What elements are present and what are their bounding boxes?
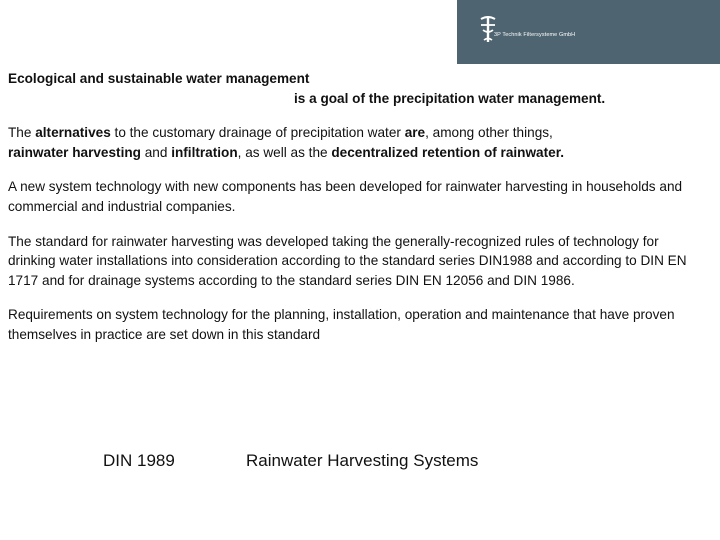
company-name: 3P Technik Filtersysteme GmbH	[494, 32, 576, 38]
3p-logo-icon	[478, 14, 498, 44]
standard-title: Rainwater Harvesting Systems	[246, 451, 479, 470]
paragraph-standard: The standard for rainwater harvesting was developed taking the generally-recognized rules of technology for drinking water installations into consideration according to the standard series DIN1988 and according to DIN EN 1717 and for drainage systems according to the standard series DIN EN 12056 and DIN 1986.	[8, 233, 687, 288]
text-run: The	[8, 125, 36, 141]
text-run: and	[140, 144, 172, 160]
text-run: , among other things,	[425, 125, 553, 141]
text-run-bold: .	[560, 144, 565, 160]
text-run: , as well as the	[237, 144, 332, 160]
text-run-bold: infiltration	[171, 144, 238, 160]
heading-line-2: is a goal of the precipitation water management.	[294, 90, 606, 106]
company-logo	[478, 14, 588, 46]
text-run-bold: are	[404, 125, 426, 141]
standard-code: DIN 1989	[103, 451, 175, 470]
text-run: to the customary drainage of precipitation water	[110, 125, 405, 141]
paragraph-requirements: Requirements on system technology for the planning, installation, operation and maintenance that have proven themselves in practice are set down in this standard	[8, 307, 675, 342]
text-run-bold: alternatives	[35, 125, 111, 141]
paragraph-system-technology: A new system technology with new components has been developed for rainwater harvesting in households and commercial and industrial companies.	[8, 179, 683, 214]
text-run-bold: decentralized retention of rainwater	[331, 144, 561, 160]
heading-line-1: Ecological and sustainable water management	[8, 71, 310, 86]
text-run-bold: rainwater harvesting	[8, 144, 141, 160]
slide-heading	[8, 69, 708, 108]
paragraph-alternatives	[8, 123, 708, 162]
main-content	[8, 69, 708, 360]
